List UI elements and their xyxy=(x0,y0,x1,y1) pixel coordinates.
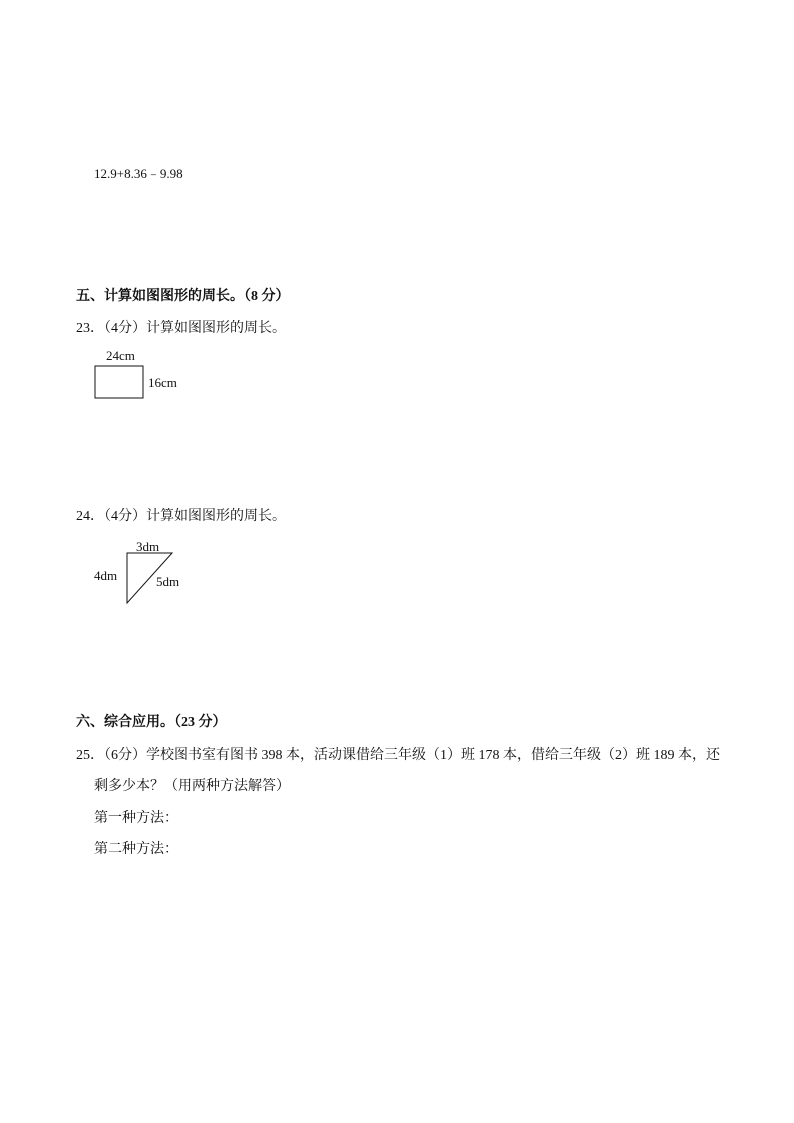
q24-hyp-label: 5dm xyxy=(156,574,180,589)
q24-left-label: 4dm xyxy=(94,568,118,583)
q25-line2: 剩多少本？（用两种方法解答） xyxy=(94,779,290,794)
section6-heading: 六、综合应用。（23 分） xyxy=(76,715,227,730)
section5-heading: 五、计算如图图形的周长。（8 分） xyxy=(76,289,290,304)
q23-side-label: 16cm xyxy=(148,375,177,390)
q25-method1: 第一种方法： xyxy=(94,811,178,826)
expression-text: 12.9+8.36﹣9.98 xyxy=(94,166,183,181)
q25-method2: 第二种方法： xyxy=(94,842,178,857)
q25-line1: 25．（6分）学校图书室有图书 398 本，活动课借给三年级（1）班 178 本，借给三年级（2）班 189 本，还 xyxy=(76,748,720,763)
q23-top-label: 24cm xyxy=(106,348,135,363)
q24-top-label: 3dm xyxy=(136,539,160,554)
q23-text: 23．（4分）计算如图图形的周长。 xyxy=(76,321,286,336)
q24-text: 24．（4分）计算如图图形的周长。 xyxy=(76,509,286,524)
